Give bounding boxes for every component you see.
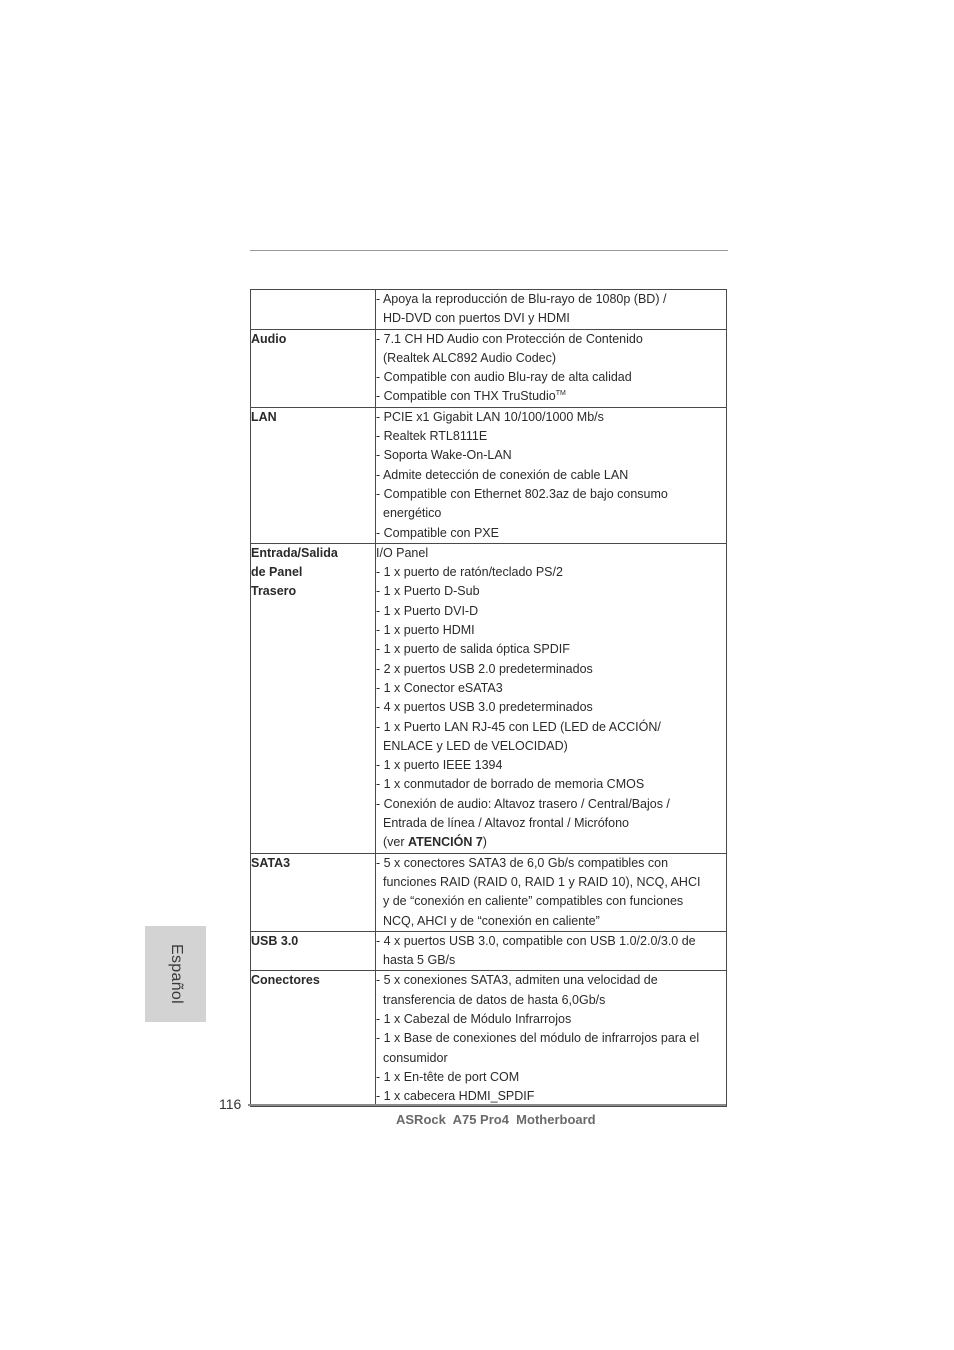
spec-label-cell (251, 407, 376, 543)
spec-line (376, 912, 726, 931)
spec-line-text: - 1 x conmutador de borrado de memoria CMOS (376, 777, 645, 792)
spec-line-text: Entrada de línea / Altavoz frontal / Micrófono (383, 816, 629, 831)
spec-line-text: - 1 x En-tête de port COM (376, 1069, 520, 1084)
trademark-superscript: TM (555, 390, 566, 398)
spec-line (376, 582, 726, 601)
spec-line-text: - Realtek RTL8111E (376, 429, 488, 444)
spec-row (251, 543, 727, 853)
spec-line (376, 892, 726, 911)
spec-line (376, 524, 726, 543)
spec-line (376, 387, 726, 406)
spec-line-text: - 5 x conectores SATA3 de 6,0 Gb/s compatibles con (376, 855, 669, 870)
spec-line-text: - 4 x puertos USB 3.0 predeterminados (376, 700, 593, 715)
spec-line-text: y de “conexión en caliente” compatibles con funciones (383, 894, 684, 909)
spec-line (376, 408, 726, 427)
spec-line-text: - Compatible con PXE (376, 525, 499, 540)
spec-line (376, 290, 726, 309)
spec-label-cell (251, 971, 376, 1107)
spec-line-text: - 1 x Puerto DVI-D (376, 603, 479, 618)
spec-line-text: - 1 x cabecera HDMI_SPDIF (376, 1089, 535, 1104)
spec-line (376, 873, 726, 892)
spec-line (376, 563, 726, 582)
spec-line (376, 330, 726, 349)
spec-line-text: - Conexión de audio: Altavoz trasero / Central/Bajos / (376, 796, 670, 811)
spec-line (376, 833, 726, 852)
spec-line-text: - 2 x puertos USB 2.0 predeterminados (376, 661, 593, 676)
spec-line (376, 427, 726, 446)
spec-row (251, 971, 727, 1107)
spec-row (251, 931, 727, 971)
spec-line (376, 349, 726, 368)
spec-line (376, 1068, 726, 1087)
spec-line-text: - Apoya la reproducción de Blu-rayo de 1080p (BD) / (376, 292, 667, 306)
spec-line (376, 971, 726, 990)
spec-label: SATA3 (251, 855, 291, 870)
spec-line (376, 309, 726, 328)
spec-line-text: - Admite detección de conexión de cable LAN (376, 467, 629, 482)
spec-line (376, 756, 726, 775)
spec-line-text: - Compatible con audio Blu-ray de alta calidad (376, 370, 632, 385)
spec-line (376, 504, 726, 523)
spec-line-text: - 1 x Cabezal de Módulo Infrarrojos (376, 1011, 572, 1026)
spec-line-text: - 5 x conexiones SATA3, admiten una velocidad de (376, 973, 658, 988)
spec-line-text: I/O Panel (376, 545, 429, 560)
spec-value-cell (376, 290, 727, 330)
bottom-rule (248, 1104, 726, 1106)
spec-line (376, 544, 726, 563)
spec-line-emphasis: ATENCIÓN 7 (408, 835, 483, 850)
spec-line-text: transferencia de datos de hasta 6,0Gb/s (383, 992, 606, 1007)
spec-value-cell (376, 407, 727, 543)
page-number: 116 (219, 1096, 242, 1112)
spec-line (376, 679, 726, 698)
spec-line-suffix: ) (482, 835, 487, 850)
spec-line-text: NCQ, AHCI y de “conexión en caliente” (383, 913, 600, 928)
spec-row (251, 407, 727, 543)
spec-line-text: - 1 x Puerto D-Sub (376, 584, 480, 599)
spec-label: Audio (251, 331, 287, 346)
spec-line (376, 775, 726, 794)
spec-line-text: energético (383, 506, 442, 521)
footer-product-name: ASRock A75 Pro4 Motherboard (396, 1112, 596, 1127)
spec-row (251, 853, 727, 931)
specifications-table (250, 289, 727, 1107)
spec-line (376, 640, 726, 659)
spec-line-text: ENLACE y LED de VELOCIDAD) (383, 738, 568, 753)
spec-line (376, 1010, 726, 1029)
spec-value-cell (376, 853, 727, 931)
spec-line (376, 814, 726, 833)
spec-value-cell (376, 329, 727, 407)
spec-line-text: - Compatible con Ethernet 802.3az de bajo consumo (376, 486, 668, 501)
spec-line (376, 621, 726, 640)
spec-line-text: - PCIE x1 Gigabit LAN 10/100/1000 Mb/s (376, 409, 604, 424)
spec-row (251, 290, 727, 330)
spec-line-text: - 1 x puerto de salida óptica SPDIF (376, 642, 570, 657)
spec-line (376, 951, 726, 970)
spec-line-text: - 1 x puerto HDMI (376, 623, 475, 638)
top-rule (250, 250, 728, 251)
spec-line-text: HD-DVD con puertos DVI y HDMI (383, 311, 570, 326)
spec-line (376, 368, 726, 387)
spec-label-cell (251, 543, 376, 853)
spec-line-text: - 1 x puerto de ratón/teclado PS/2 (376, 565, 563, 580)
spec-line-text: - 1 x puerto IEEE 1394 (376, 758, 503, 773)
spec-line-text: - Soporta Wake-On-LAN (376, 448, 512, 463)
language-tab (145, 926, 206, 1022)
spec-line (376, 466, 726, 485)
spec-row (251, 329, 727, 407)
spec-label-cell (251, 931, 376, 971)
language-tab-label: Español (167, 944, 185, 1004)
spec-line (376, 854, 726, 873)
spec-line-text: consumidor (383, 1050, 448, 1065)
spec-line (376, 446, 726, 465)
spec-line-text: - 1 x Base de conexiones del módulo de infrarrojos para el (376, 1031, 700, 1046)
spec-line-text: - Compatible con THX TruStudio (376, 389, 556, 404)
spec-line-text: - 7.1 CH HD Audio con Protección de Contenido (376, 331, 643, 346)
spec-line-text: - 1 x Puerto LAN RJ-45 con LED (LED de ACCIÓN/ (376, 719, 661, 734)
spec-line-text: hasta 5 GB/s (383, 953, 456, 968)
spec-line (376, 932, 726, 951)
spec-line (376, 737, 726, 756)
spec-label-cell (251, 853, 376, 931)
spec-line (376, 991, 726, 1010)
spec-line (376, 1049, 726, 1068)
spec-line-text: - 4 x puertos USB 3.0, compatible con USB 1.0/2.0/3.0 de (376, 933, 696, 948)
spec-line (376, 1029, 726, 1048)
spec-value-cell (376, 543, 727, 853)
spec-line (376, 660, 726, 679)
spec-value-cell (376, 971, 727, 1107)
spec-label: Entrada/Salida de Panel Trasero (251, 545, 338, 599)
spec-value-cell (376, 931, 727, 971)
spec-line (376, 718, 726, 737)
spec-label-cell (251, 290, 376, 330)
spec-line (376, 795, 726, 814)
spec-line-text: (ver (383, 835, 408, 850)
spec-line-text: (Realtek ALC892 Audio Codec) (383, 350, 557, 365)
spec-line (376, 698, 726, 717)
spec-line-text: - 1 x Conector eSATA3 (376, 680, 503, 695)
spec-label: USB 3.0 (251, 933, 299, 948)
spec-line-text: funciones RAID (RAID 0, RAID 1 y RAID 10), NCQ, AHCI (383, 874, 701, 889)
specifications-body (251, 290, 727, 1107)
spec-line (376, 602, 726, 621)
spec-line (376, 485, 726, 504)
spec-label-cell (251, 329, 376, 407)
spec-label: LAN (251, 409, 277, 424)
spec-label: Conectores (251, 973, 320, 988)
